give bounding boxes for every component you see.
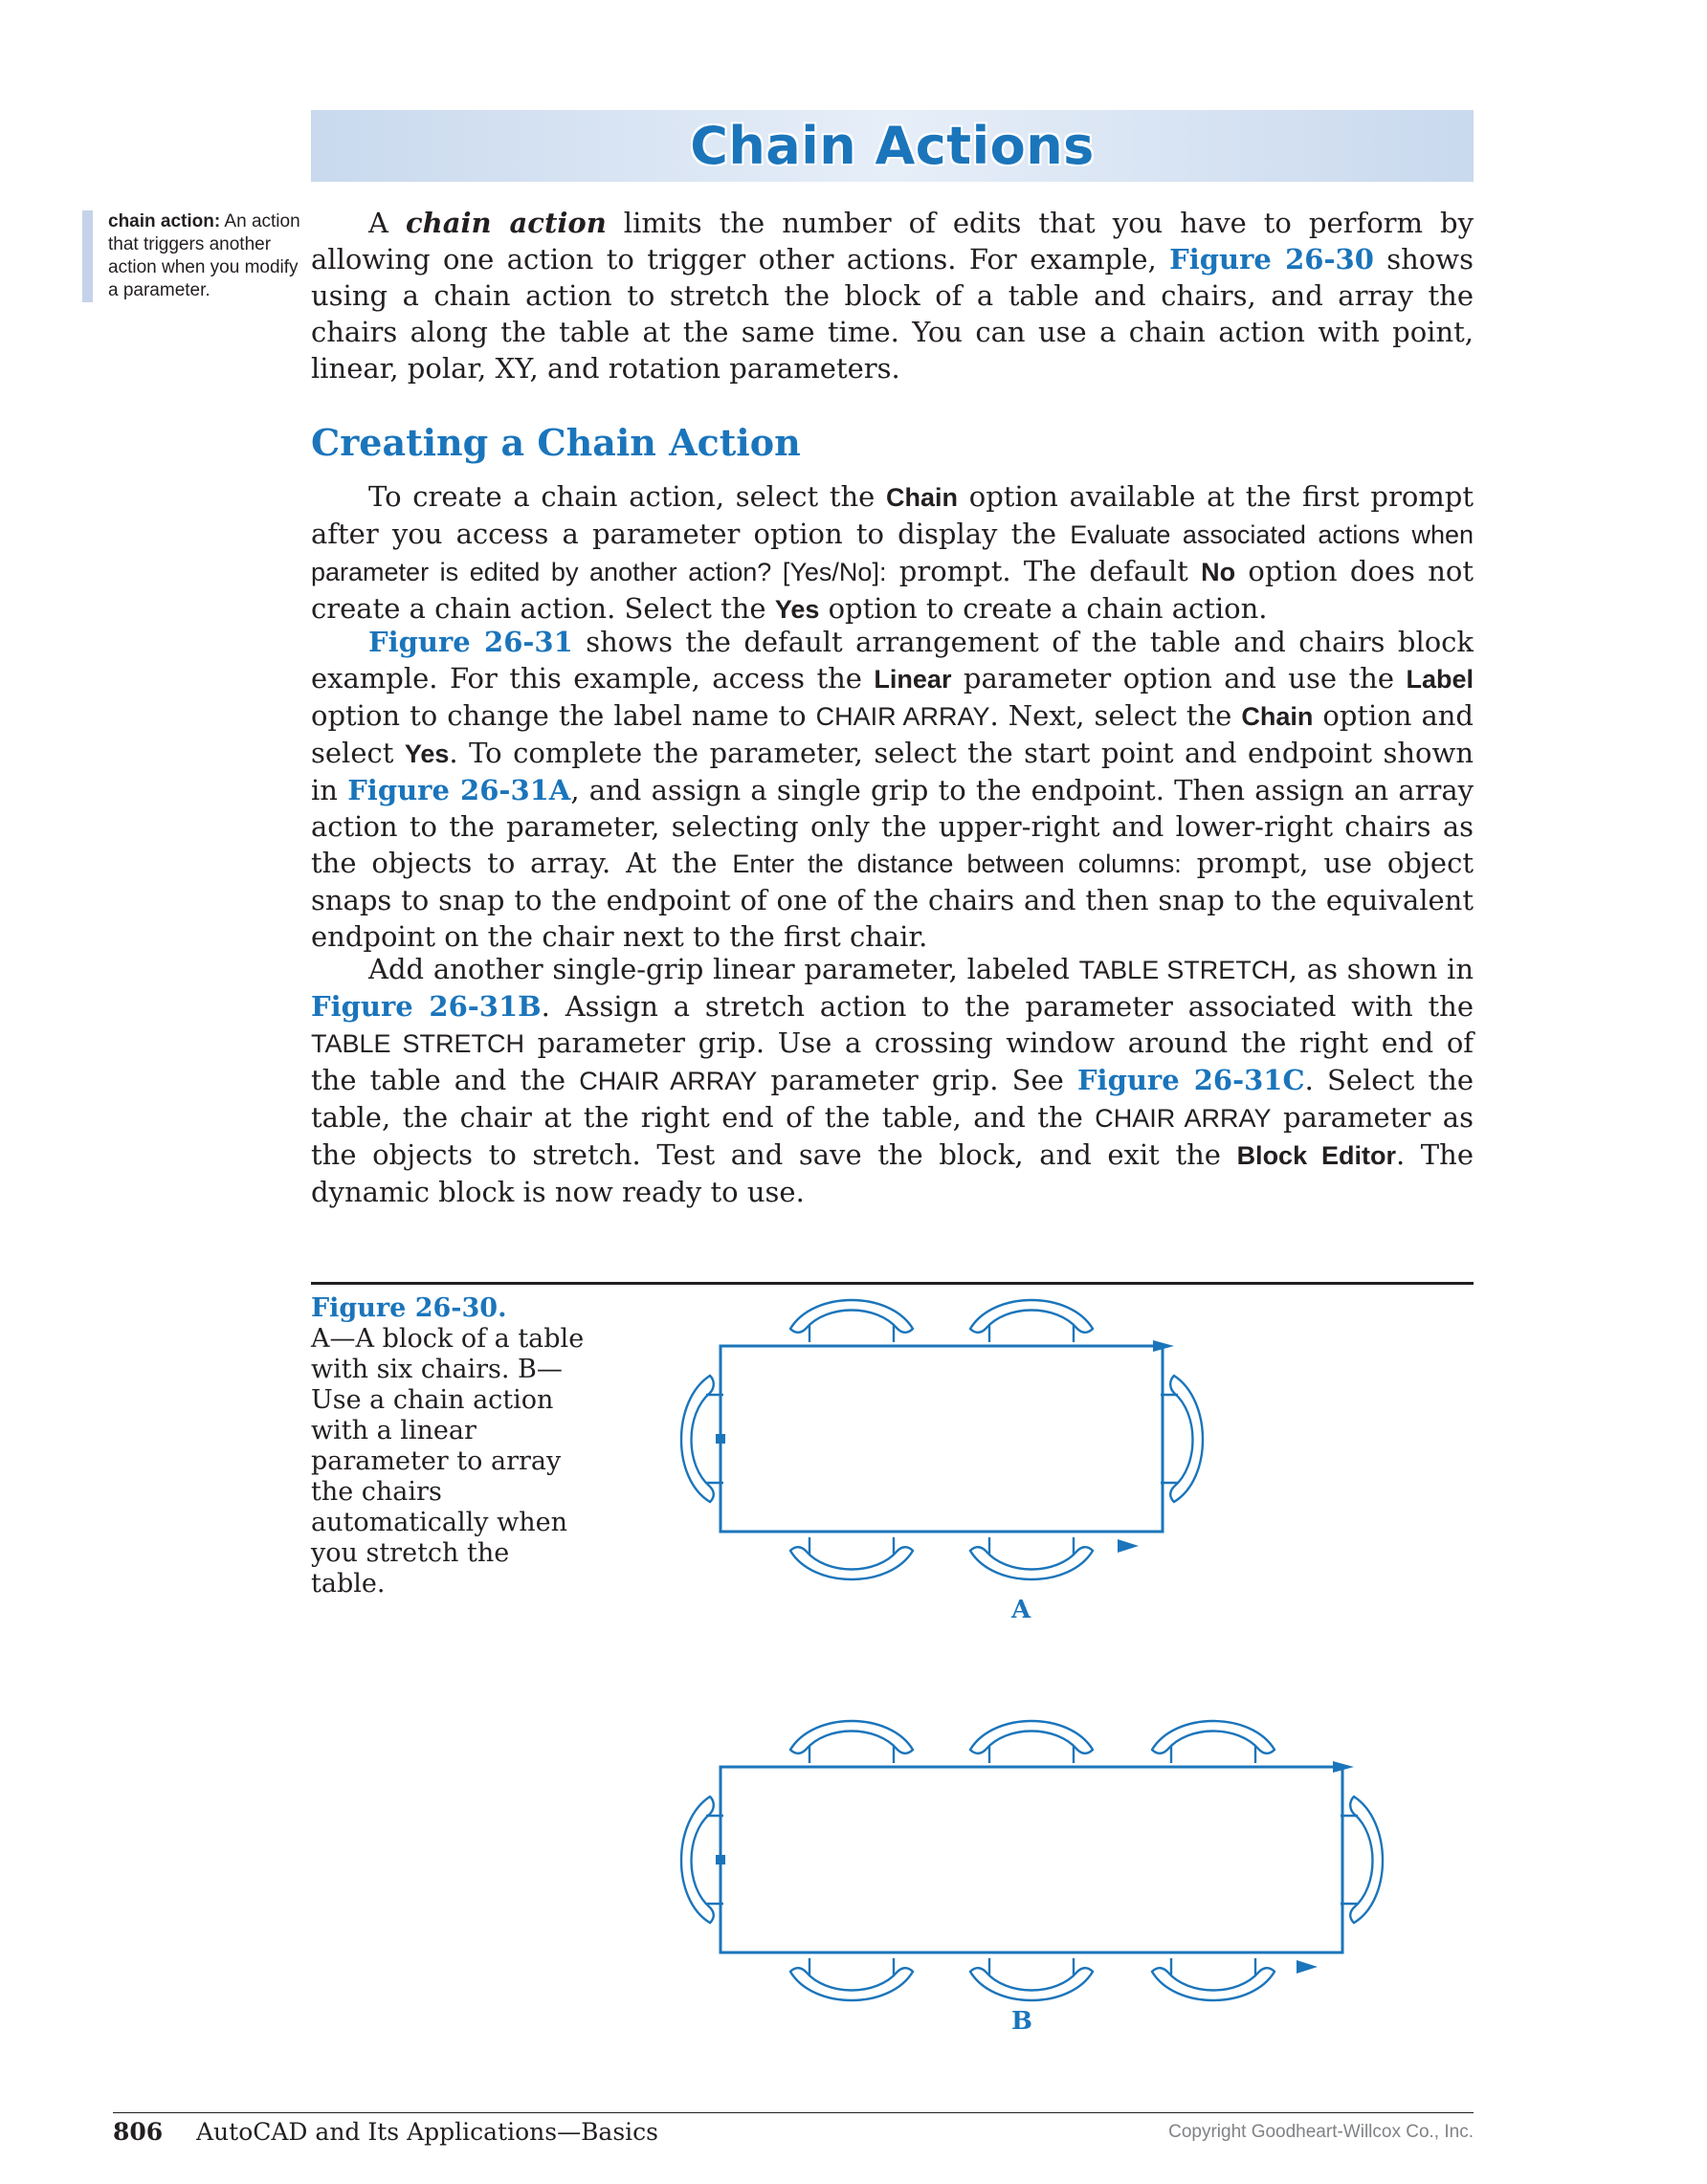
table xyxy=(720,1346,1163,1532)
figure-caption-text: A—A block of a table with six chairs. B—Use a chain action with a linear parameter to array the chairs automatically when you stretch the table. xyxy=(311,1324,585,1599)
text-run: option does not create a chain action. Select the xyxy=(311,555,1474,625)
text-run: Add another single-grip linear parameter, labeled xyxy=(368,953,1079,985)
text-run: option available at the first prompt after you access a parameter option to display the xyxy=(311,480,1474,550)
text-run: . The dynamic block is now ready to use. xyxy=(311,1138,1474,1208)
glossary-definition: An action that triggers another action when you modify a parameter. xyxy=(108,211,300,300)
parameter-name: TABLE STRETCH xyxy=(1078,956,1289,984)
paragraph-create xyxy=(311,478,1474,628)
table-chairs-drawing xyxy=(660,1296,1387,2062)
chair xyxy=(970,1721,1093,1763)
text-run: , and assign a single grip to the endpoint. Then assign an array action to the parameter, selecting only the upper-right and lower-right chairs as the objects to array. At the xyxy=(311,774,1474,879)
text-run: parameter grip. Use a crossing window around the right end of the table and the xyxy=(311,1026,1474,1096)
text-run: . Select the table, the chair at the right end of the table, and the xyxy=(311,1064,1474,1134)
chair xyxy=(970,1958,1093,2000)
text-run: parameter grip. See xyxy=(757,1064,1077,1096)
text-run: shows using a chain action to stretch the block of a table and chairs, and array the chairs along the table at the same time. You can use a chain action with point, linear, polar, XY, and rotation parameters. xyxy=(311,243,1474,385)
margin-glossary-note xyxy=(82,210,309,302)
arrow-icon xyxy=(1297,1960,1318,1974)
figure-label-b: B xyxy=(1011,2007,1032,2036)
text-run: To create a chain action, select the xyxy=(368,480,887,513)
figure-reference[interactable]: Figure 26-31 xyxy=(368,626,573,658)
text-run: . To complete the parameter, select the start point and endpoint shown in xyxy=(311,737,1474,806)
command-prompt: Enter the distance between columns: xyxy=(732,849,1182,878)
grip-icon xyxy=(716,1855,725,1864)
chair xyxy=(790,1721,913,1763)
chair xyxy=(1161,1376,1203,1502)
figure-number: Figure 26-30. xyxy=(311,1293,507,1323)
section-title: Chain Actions xyxy=(690,116,1095,176)
chair xyxy=(1152,1721,1275,1763)
paragraph-example xyxy=(311,624,1474,955)
figure-reference[interactable]: Figure 26-31A xyxy=(347,774,571,806)
text-run: parameter as the objects to stretch. Test and save the block, and exit the xyxy=(311,1101,1474,1171)
text-run: . Next, select the xyxy=(989,699,1242,732)
footer-rule xyxy=(113,2112,1474,2113)
text-run: parameter option and use the xyxy=(951,662,1407,695)
text-run: option to change the label name to xyxy=(311,699,816,732)
command-option: No xyxy=(1201,558,1236,586)
chair xyxy=(790,1958,913,2000)
paragraph-stretch xyxy=(311,951,1474,1210)
arrow-icon xyxy=(1118,1539,1139,1553)
parameter-name: TABLE STRETCH xyxy=(311,1029,524,1058)
figure-top-rule xyxy=(311,1282,1474,1285)
text-run: , as shown in xyxy=(1288,953,1474,985)
chair xyxy=(790,1300,913,1342)
text-run: prompt. The default xyxy=(886,555,1202,587)
figure-reference[interactable]: Figure 26-31C xyxy=(1076,1064,1305,1096)
figure-reference[interactable]: Figure 26-30 xyxy=(1169,243,1374,276)
figure-b-drawing xyxy=(681,1721,1383,2000)
command-option: Yes xyxy=(404,739,450,768)
key-term: chain action xyxy=(405,207,607,239)
grip-icon xyxy=(716,1434,725,1444)
text-run: option to create a chain action. xyxy=(819,592,1268,625)
glossary-term: chain action: xyxy=(108,211,221,232)
section-banner xyxy=(311,110,1474,182)
text-run: limits the number of edits that you have to perform by allowing one action to trigger other actions. For example, xyxy=(311,207,1474,276)
copyright-notice: Copyright Goodheart-Willcox Co., Inc. xyxy=(1168,2122,1474,2142)
command-prompt: Evaluate associated actions when parameter is edited by another action? [Yes/No]: xyxy=(311,520,1474,586)
command-option: Block Editor xyxy=(1236,1141,1396,1170)
text-run: . Assign a stretch action to the parameter associated with the xyxy=(541,990,1474,1023)
parameter-name: CHAIR ARRAY xyxy=(579,1067,758,1095)
subheading: Creating a Chain Action xyxy=(311,421,801,464)
figure-a-drawing xyxy=(681,1300,1203,1579)
figure-label-a: A xyxy=(1011,1596,1031,1624)
chair xyxy=(790,1537,913,1579)
table xyxy=(720,1767,1342,1952)
text-run: A xyxy=(368,207,406,239)
chair xyxy=(970,1300,1093,1342)
text-run: option and select xyxy=(311,699,1474,769)
parameter-name: CHAIR ARRAY xyxy=(1095,1104,1272,1133)
chair xyxy=(1152,1958,1275,2000)
parameter-name: CHAIR ARRAY xyxy=(815,702,990,731)
figure-caption xyxy=(311,1293,588,1599)
chair xyxy=(1341,1797,1383,1923)
command-option: Label xyxy=(1406,665,1474,694)
command-option: Chain xyxy=(1241,702,1314,731)
intro-paragraph xyxy=(311,205,1474,386)
page-number: 806 xyxy=(113,2118,164,2146)
command-option: Yes xyxy=(774,595,820,624)
chair xyxy=(970,1537,1093,1579)
figure-reference[interactable]: Figure 26-31B xyxy=(311,990,542,1023)
command-option: Chain xyxy=(886,483,959,512)
command-option: Linear xyxy=(874,665,952,694)
text-run: prompt, use object snaps to snap to the endpoint of one of the chairs and then snap to the equivalent endpoint on the chair next to the first chair. xyxy=(311,847,1474,953)
book-title: AutoCAD and Its Applications—Basics xyxy=(196,2118,658,2146)
text-run: shows the default arrangement of the table and chairs block example. For this example, access the xyxy=(311,626,1474,695)
